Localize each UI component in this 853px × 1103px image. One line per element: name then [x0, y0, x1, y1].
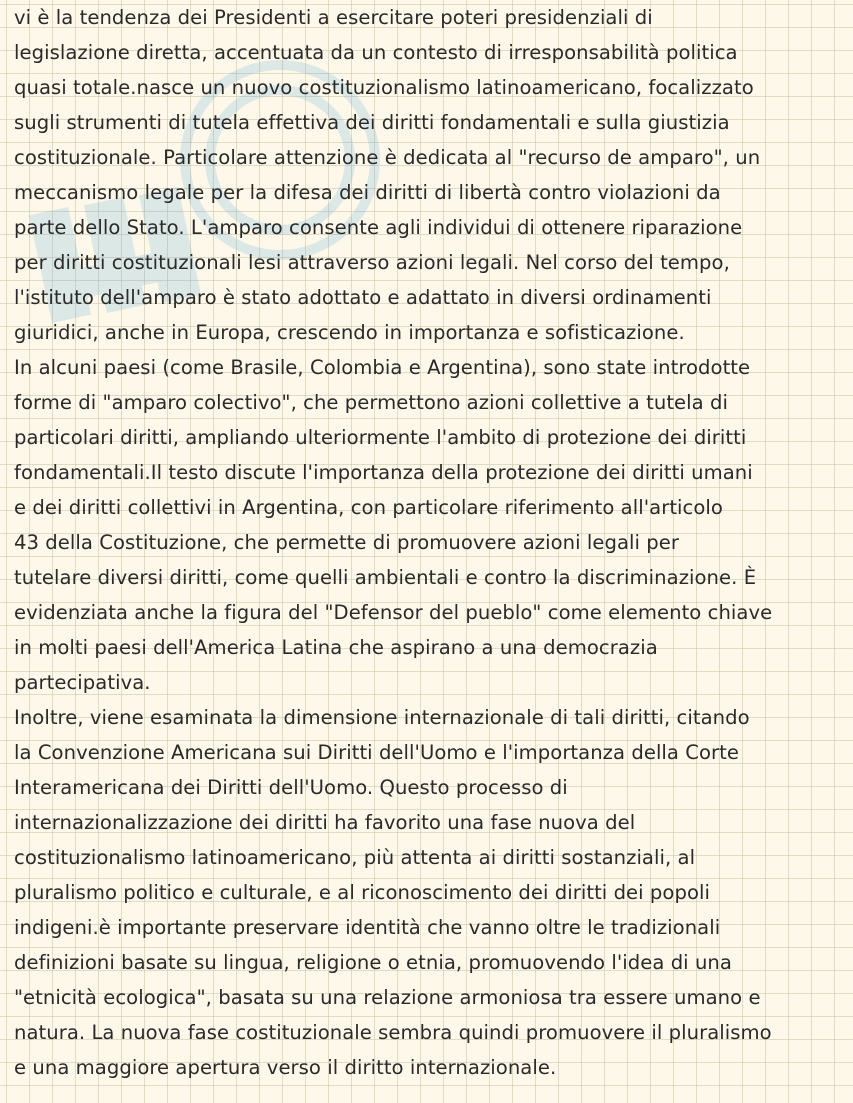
- text-line: pluralismo politico e culturale, e al riconoscimento dei diritti dei popoli: [14, 881, 710, 904]
- text-line: forme di "amparo colectivo", che permettono azioni collettive a tutela di: [14, 391, 728, 414]
- text-line: Interamericana dei Diritti dell'Uomo. Questo processo di: [14, 776, 568, 799]
- text-line: legislazione diretta, accentuata da un contesto di irresponsabilità politica: [14, 41, 738, 64]
- text-line: parte dello Stato. L'amparo consente agli individui di ottenere riparazione: [14, 216, 743, 239]
- text-line: particolari diritti, ampliando ulteriormente l'ambito di protezione dei diritti: [14, 426, 747, 449]
- text-line: l'istituto dell'amparo è stato adottato e adattato in diversi ordinamenti: [14, 286, 712, 309]
- text-line: costituzionalismo latinoamericano, più attenta ai diritti sostanziali, al: [14, 846, 696, 869]
- text-line: "etnicità ecologica", basata su una relazione armoniosa tra essere umano e: [14, 986, 761, 1009]
- text-line: e dei diritti collettivi in Argentina, con particolare riferimento all'articolo: [14, 496, 723, 519]
- document-body: [14, 0, 850, 1085]
- text-line: natura. La nuova fase costituzionale sembra quindi promuovere il pluralismo: [14, 1021, 772, 1044]
- text-line: In alcuni paesi (come Brasile, Colombia e Argentina), sono state introdotte: [14, 356, 751, 379]
- text-line: vi è la tendenza dei Presidenti a esercitare poteri presidenziali di: [14, 6, 653, 29]
- text-line: tutelare diversi diritti, come quelli ambientali e contro la discriminazione. È: [14, 566, 757, 589]
- text-line: fondamentali.Il testo discute l'importanza della protezione dei diritti umani: [14, 461, 753, 484]
- text-line: evidenziata anche la figura del "Defensor del pueblo" come elemento chiave: [14, 601, 773, 624]
- text-line: meccanismo legale per la difesa dei diritti di libertà contro violazioni da: [14, 181, 721, 204]
- text-line: Inoltre, viene esaminata la dimensione internazionale di tali diritti, citando: [14, 706, 750, 729]
- text-line: quasi totale.nasce un nuovo costituzionalismo latinoamericano, focalizzato: [14, 76, 754, 99]
- text-line: sugli strumenti di tutela effettiva dei diritti fondamentali e sulla giustizia: [14, 111, 730, 134]
- text-line: per diritti costituzionali lesi attraverso azioni legali. Nel corso del tempo,: [14, 251, 730, 274]
- text-line: costituzionale. Particolare attenzione è dedicata al "recurso de amparo", un: [14, 146, 761, 169]
- text-line: indigeni.è importante preservare identità che vanno oltre le tradizionali: [14, 916, 721, 939]
- text-line: internazionalizzazione dei diritti ha favorito una fase nuova del: [14, 811, 636, 834]
- text-line: definizioni basate su lingua, religione o etnia, promuovendo l'idea di una: [14, 951, 732, 974]
- text-line: la Convenzione Americana sui Diritti dell'Uomo e l'importanza della Corte: [14, 741, 739, 764]
- text-line: giuridici, anche in Europa, crescendo in importanza e sofisticazione.: [14, 321, 685, 344]
- text-line: e una maggiore apertura verso il diritto internazionale.: [14, 1056, 557, 1079]
- text-line: 43 della Costituzione, che permette di promuovere azioni legali per: [14, 531, 679, 554]
- text-line: in molti paesi dell'America Latina che aspirano a una democrazia: [14, 636, 658, 659]
- text-line: partecipativa.: [14, 671, 151, 694]
